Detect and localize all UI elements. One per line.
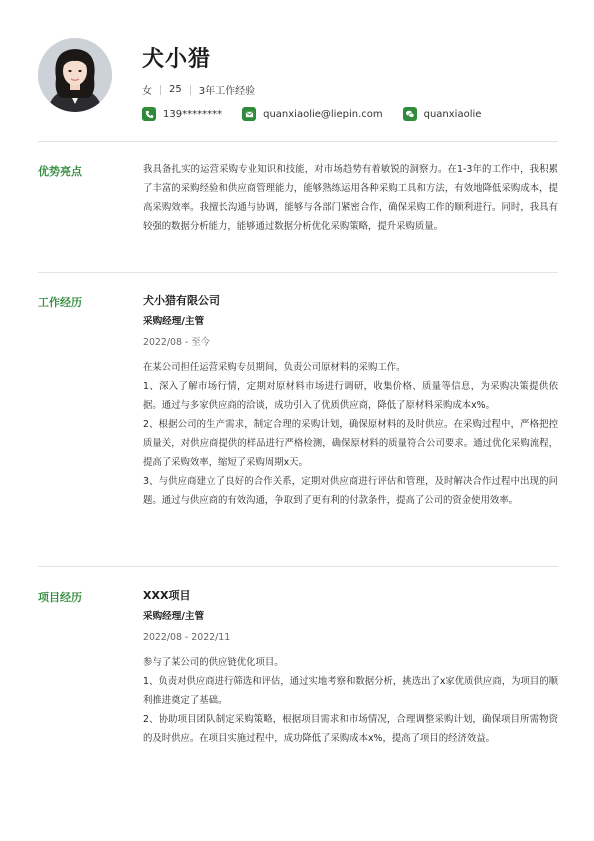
- age: 25: [169, 84, 182, 95]
- section-divider: [38, 566, 558, 567]
- project-description: [143, 653, 558, 748]
- separator: [160, 85, 161, 95]
- avatar: [38, 38, 112, 112]
- work-description-line: 在某公司担任运营采购专员期间，负责公司原材料的采购工作。: [143, 362, 406, 373]
- basic-info: [142, 82, 255, 97]
- section-title-work: 工作经历: [38, 296, 82, 309]
- work-description-line: 3、与供应商建立了良好的合作关系，定期对供应商进行评估和管理，及时解决合作过程中出现的问题。通过与供应商的有效沟通，争取到了更有利的付款条件，提高了公司的资金使用效率。: [143, 476, 558, 506]
- section-title-project: 项目经历: [38, 591, 82, 604]
- project-experience-section: [143, 588, 558, 748]
- project-role: 采购经理/主管: [143, 611, 205, 622]
- contact-info: [142, 107, 501, 121]
- phone-icon: [142, 107, 156, 121]
- work-experience-section: [143, 293, 558, 510]
- contact-email: [242, 107, 383, 121]
- project-period: 2022/08 - 2022/11: [143, 632, 231, 643]
- contact-wechat: [403, 107, 482, 121]
- work-experience-years: 3年工作经验: [198, 86, 256, 97]
- email-icon: [242, 107, 256, 121]
- gender: 女: [142, 86, 152, 97]
- strengths-section: [143, 160, 558, 236]
- project-description-line: 1、负责对供应商进行筛选和评估，通过实地考察和数据分析，挑选出了x家优质供应商，为项目的顺利推进奠定了基础。: [143, 676, 558, 706]
- work-description-line: 1、深入了解市场行情，定期对原材料市场进行调研，收集价格、质量等信息，为采购决策提供依据。通过与多家供应商的洽谈，成功引入了优质供应商，降低了原材料采购成本x%。: [143, 381, 558, 411]
- work-description: [143, 358, 558, 510]
- job-title: 采购经理/主管: [143, 316, 205, 327]
- strengths-text: 我具备扎实的运营采购专业知识和技能，对市场趋势有着敏锐的洞察力。在1-3年的工作中，我积累了丰富的采购经验和供应商管理能力，能够熟练运用各种采购工具和方法，有效地降低采购成本，提高采购效率。我擅长沟通与协调，能够与各部门紧密合作，确保采购工作的顺利进行。同时，我具有较强的数据分析能力，能够通过数据分析优化采购策略，提升采购质量。: [143, 164, 558, 232]
- project-description-line: 参与了某公司的供应链优化项目。: [143, 657, 284, 668]
- company-name: 犬小猎有限公司: [143, 294, 220, 307]
- candidate-name: 犬小猎: [142, 47, 212, 72]
- separator: [190, 85, 191, 95]
- wechat-icon: [403, 107, 417, 121]
- email-address[interactable]: quanxiaolie@liepin.com: [263, 108, 383, 120]
- section-title-strengths: 优势亮点: [38, 165, 82, 178]
- resume-header: [38, 38, 558, 124]
- work-period: 2022/08 - 至今: [143, 337, 211, 348]
- work-description-line: 2、根据公司的生产需求，制定合理的采购计划，确保原材料的及时供应。在采购过程中，严格把控质量关，对供应商提供的样品进行严格检测，确保原材料的质量符合公司要求。通过优化采购流程，提高了采购效率，缩短了采购周期x天。: [143, 419, 558, 468]
- wechat-id: quanxiaolie: [423, 108, 482, 120]
- section-divider: [38, 141, 558, 142]
- phone-number: 139********: [163, 108, 223, 120]
- section-divider: [38, 272, 558, 273]
- avatar-portrait-image: [38, 38, 112, 112]
- contact-phone: [142, 107, 222, 121]
- project-name: XXX项目: [143, 589, 191, 602]
- project-description-line: 2、协助项目团队制定采购策略，根据项目需求和市场情况，合理调整采购计划，确保项目所需物资的及时供应。在项目实施过程中，成功降低了采购成本x%，提高了项目的经济效益。: [143, 714, 558, 744]
